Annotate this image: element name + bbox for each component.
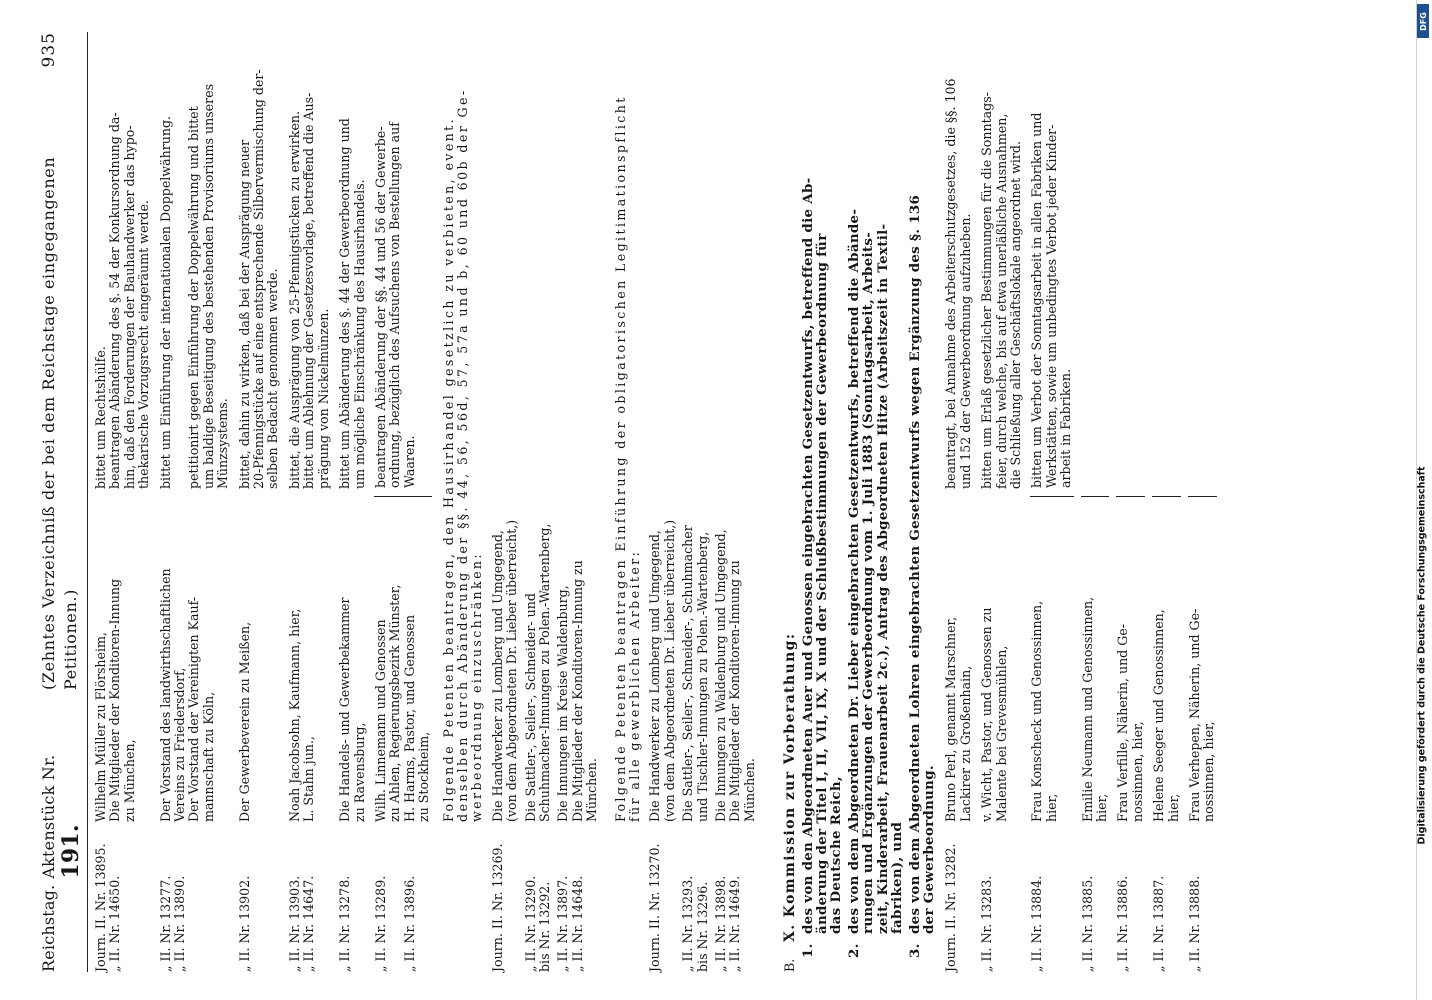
petitioner <box>491 497 520 822</box>
petitioner-line: Die Handwerker zu Lomberg und Umgegend, <box>489 530 505 822</box>
request-line: und 152 der Gewerbeordnung aufzuheben. <box>957 213 973 489</box>
request-line: bittet um Einführung der internationalen Doppelwährung. <box>157 115 173 489</box>
journal-number: „ II. Nr. 13283. <box>979 875 995 972</box>
petitioner-line: Frau Verhepen, Näherin, und Ge- <box>1187 608 1202 822</box>
request-line: feier, durch welche, bis auf etwa unerläßliche Ausnahmen, <box>993 113 1009 489</box>
journal-ref <box>1152 822 1181 972</box>
journal-ref <box>714 822 757 972</box>
petitioner-line: nossinnen, hier, <box>1201 721 1217 822</box>
request-line: Waaren. <box>401 435 417 488</box>
note-line: werbeordnung einzuschränken: <box>469 551 485 822</box>
petitioner-line: hier, <box>1093 793 1109 822</box>
request-line: Werkstätten, sowie um unbedingtes Verbot jeder Kinder- <box>1043 124 1059 488</box>
petition-note-1 <box>442 32 485 822</box>
petitioner <box>1081 497 1110 822</box>
journal-ref <box>94 822 152 972</box>
petitioner-block-2 <box>648 32 761 972</box>
petitioner <box>159 497 231 822</box>
journal-number: „ II. Nr. 14648. <box>569 875 585 972</box>
journal-number: „ II. Nr. 13888. <box>1187 875 1202 972</box>
petition-request <box>1030 32 1073 497</box>
request-line: bittet um Ablehnung der Gesetzesvorlage, betreffend die Aus- <box>301 92 317 489</box>
journal-number: „ II. Nr. 14649. <box>727 875 743 972</box>
item-line: fabriken), und <box>889 821 906 934</box>
petitioner-line: L. Stahn jun., <box>301 736 317 822</box>
journal-number: „ II. Nr. 13887. <box>1151 875 1167 972</box>
journal-ref <box>681 822 710 972</box>
petition-entry <box>374 32 432 972</box>
petitioner-block-1 <box>491 32 604 972</box>
petitioner <box>1188 497 1217 822</box>
petitioner-line: Der Vorstand der Vereinigten Kauf- <box>186 596 202 822</box>
petitioner-row <box>556 32 599 972</box>
petitioner-line: H. Harms, Pastor, und Genossen <box>401 614 417 822</box>
petitioner <box>374 497 432 822</box>
petitioner-line: Frau Konscheck und Genossinnen, <box>1029 600 1045 822</box>
request-line: die Schließung aller Geschäftslokale angeordnet wird. <box>1007 141 1023 489</box>
journal-number: „ II. Nr. 14647. <box>301 875 317 972</box>
header-aktenstueck: Aktenstück Nr. 191. <box>39 754 84 879</box>
journal-ref <box>288 822 331 972</box>
petition-request <box>944 32 973 497</box>
journal-number: „ II. Nr. 13884. <box>1029 875 1045 972</box>
petition-entry <box>94 32 152 972</box>
petitioner-line: zu Stockheim, <box>416 731 432 822</box>
petitioner-line: Die Innungen im Kreise Waldenburg, <box>555 585 571 822</box>
journal-number: Journ. II. Nr. 13895. <box>93 843 108 972</box>
journal-number: „ II. Nr. 13903. <box>286 875 302 972</box>
rotated-page <box>38 32 1383 972</box>
petitioner-line: Die Innungen zu Waldenburg und Umgegend, <box>713 529 729 822</box>
petitioner-line: v. Wicht, Pastor, und Genossen zu <box>979 607 995 822</box>
spacer <box>600 32 604 972</box>
petition-request <box>1081 32 1110 497</box>
petitioner <box>524 497 553 822</box>
journal-ref <box>1188 822 1217 972</box>
petitioner-line: Lackirer zu Großenhain, <box>957 665 973 822</box>
journal-number: „ II. Nr. 13277. <box>157 875 173 972</box>
petition-entry <box>288 32 331 972</box>
petitioner-line: zu München, <box>121 739 137 822</box>
petition-entry <box>944 32 973 972</box>
petition-request <box>1152 32 1181 497</box>
petitioner-line: Wilhelm Müller zu Flörsheim, <box>93 632 108 822</box>
request-line: Münzsystems. <box>215 398 231 489</box>
item-text <box>908 195 937 934</box>
journal-number: „ II. Nr. 13896. <box>401 875 417 972</box>
petitioner <box>714 497 757 822</box>
journal-ref <box>556 822 599 972</box>
journal-ref <box>1081 822 1110 972</box>
petition-list-1 <box>94 32 432 972</box>
petitioner <box>288 497 331 822</box>
petition-entry <box>159 32 231 972</box>
request-line: bittet, dahin zu wirken, daß bei der Ausprägung neuer <box>236 139 252 489</box>
journal-number: „ II. Nr. 13290. <box>522 875 538 972</box>
request-line: selben Bedacht genommen werde. <box>265 268 281 489</box>
journal-ref <box>491 822 520 972</box>
item-line: des von den Abgeordneten Auer und Genossen eingebrachten Gesetzentwurfs, betreffend die Ab- <box>799 177 816 934</box>
petitioner-line: Die Handwerker zu Lomberg und Umgegend, <box>647 530 663 822</box>
note-line: Folgende Petenten beantragen Einführung der obligatorischen Legitimationspflicht <box>612 95 628 822</box>
petition-request <box>1188 32 1217 497</box>
petitioner-line: Die Sattler-, Seiler-, Schneider- und Schuhmacher-Innungen zu Polen.-Wartenberg, <box>522 523 552 822</box>
journal-ref <box>159 822 231 972</box>
item-line: rungen und Ergänzungen der Gewerbeordnung vom 1. Juli 1883 (Sonntagsarbeit, Arbeits- <box>860 231 877 934</box>
petitioner-line: mannschaft zu Köln, <box>200 691 216 822</box>
journal-number <box>388 822 402 972</box>
journal-number: Journ. II. Nr. 13270. <box>647 843 663 972</box>
section-b-item <box>847 32 905 972</box>
petitioner-line: Helene Seeger und Genossinnen, <box>1151 609 1167 822</box>
request-line: bittet, die Ausprägung von 25-Pfennigstücken zu erwirken. <box>286 110 302 489</box>
petitioner-line: Die Sattler-, Seiler-, Schneider-, Schuhmacher und Tischler-Innungen zu Polen.-Wartenberg, <box>680 525 710 822</box>
petition-request <box>159 32 231 497</box>
petition-note-2 <box>614 32 643 822</box>
petitioner-line: (von dem Abgeordneten Dr. Lieber überreicht,) <box>504 519 520 822</box>
journal-number: bis Nr. 13292. <box>536 881 552 972</box>
petition-entry <box>338 32 367 972</box>
journal-ref <box>1116 822 1145 972</box>
petitioner-line: zu Ravensburg, <box>351 722 367 822</box>
journal-ref <box>238 822 281 972</box>
petition-request <box>338 32 367 497</box>
petitioner <box>944 497 973 822</box>
request-line: hin, daß den Forderungen der Bauhandwerker das hypo- <box>121 125 137 489</box>
petition-entry <box>238 32 281 972</box>
request-line: thekarische Vorzugsrecht eingeräumt werde. <box>136 200 152 489</box>
journal-number: „ II. Nr. 13289. <box>372 875 388 972</box>
petitioner-row <box>681 32 710 972</box>
journal-ref <box>944 822 973 972</box>
petitioner-row <box>491 32 520 972</box>
petitioner <box>556 497 599 822</box>
item-line: änderung der Titel I, II, VII, IX, X und der Schlußbestimmungen der Gewerbeordnung für <box>814 233 831 934</box>
petition-request <box>94 32 152 497</box>
request-line: beantragen Abänderung der §§. 44 und 56 der Gewerbe- <box>372 126 388 488</box>
request-line: um baldige Beseitigung des bestehenden Provisoriums unseres <box>200 83 216 489</box>
petitioner-row <box>714 32 757 972</box>
request-line: ordnung, bezüglich des Aufsuchens von Bestellungen auf <box>387 122 403 488</box>
header-left: Reichstag. <box>39 884 58 972</box>
request-line: petitionirt gegen Einführung der Doppelwährung und bittet <box>186 106 202 489</box>
petition-request <box>288 32 331 497</box>
item-number: 3. <box>906 943 923 958</box>
request-line: arbeit in Fabriken. <box>1058 369 1074 488</box>
item-text <box>801 178 844 934</box>
section-b-items <box>801 32 937 972</box>
item-line: der Gewerbeordnung. <box>920 765 937 934</box>
item-line: des von dem Abgeordneten Lohren eingebrachten Gesetzentwurfs wegen Ergänzung des §. 136 <box>906 194 923 934</box>
petitioner <box>980 497 1023 822</box>
petitioner-line: Vereins zu Friedersdorf, <box>172 667 188 822</box>
petition-request <box>238 32 281 497</box>
petition-request <box>1116 32 1145 497</box>
journal-ref <box>524 822 553 972</box>
item-line: das Deutsche Reich, <box>828 776 845 934</box>
petition-entry <box>1116 32 1145 972</box>
request-line: prägung von Nickelmünzen. <box>315 308 331 489</box>
request-line: bitten um Erlaß gesetzlicher Bestimmungen für die Sonntags- <box>979 92 995 489</box>
petitioner-line: hier, <box>1165 793 1181 822</box>
journal-number: „ II. Nr. 13278. <box>337 875 353 972</box>
request-line: beantragen Abänderung des §. 54 der Konkursordnung da- <box>107 112 123 489</box>
item-line: zeit, Kinderarbeit, Frauenarbeit 2c.), Antrag des Abgeordneten Hitze (Arbeitszeit in Textil- <box>874 223 891 934</box>
petition-entry <box>1081 32 1110 972</box>
petitioner-line: Die Mitglieder der Konditoren-Innung zu München. <box>569 560 600 822</box>
petitioner-line: nossinnen, hier, <box>1129 721 1145 822</box>
petitioner-line: Emilie Neumann und Genossinnen, <box>1079 596 1095 822</box>
note-line: denselben durch Abänderung der §§. 44, 56, 56d, 57, 57a und b, 60 und 60b der Ge- <box>454 88 470 822</box>
section-b <box>783 32 936 972</box>
petitioner <box>1030 497 1073 822</box>
header-number: 191. <box>58 824 84 879</box>
request-line <box>173 32 187 489</box>
journal-ref <box>648 822 677 972</box>
dfg-logo: DFG <box>1417 4 1429 38</box>
request-line: bittet um Rechtshülfe. <box>93 346 108 489</box>
petitioner-line: Die Handels- und Gewerbekammer <box>337 597 353 822</box>
request-line: um mögliche Einschränkung des Hausirhandels. <box>351 179 367 489</box>
petitioner-row <box>648 32 677 972</box>
journal-ref <box>1030 822 1073 972</box>
request-line: bittet um Abänderung des §. 44 der Gewerbeordnung und <box>337 118 353 489</box>
request-line: 20-Pfennigstücke auf eine entsprechende Silbervermischung der- <box>251 69 267 489</box>
petitioner-line: Malente bei Grevesmühlen, <box>993 645 1009 822</box>
petition-list-2 <box>944 32 1217 972</box>
petitioner-line: (von dem Abgeordneten Dr. Lieber überreicht,) <box>661 519 677 822</box>
petitioner <box>1152 497 1181 822</box>
digitization-note: Digitalisierung gefördert durch die Deutsche Forschungsgemeinschaft <box>1416 466 1428 844</box>
petitioner <box>94 497 152 822</box>
section-b-heading: X. Kommission zur Vorberathung: <box>782 632 799 942</box>
page-number: 935 <box>39 32 59 68</box>
petitioner-row <box>524 32 553 972</box>
petitioner-line: Frau Verfille, Näherin, und Ge- <box>1115 623 1131 822</box>
journal-number: „ II. Nr. 13886. <box>1115 875 1131 972</box>
petitioner-line: Die Mitglieder der Konditoren-Innung zu München. <box>727 560 757 822</box>
journal-ref <box>374 822 432 972</box>
item-number: 1. <box>799 943 816 958</box>
petitioner-line: Die Mitglieder der Konditoren-Innung <box>107 578 123 822</box>
spacer <box>757 32 761 972</box>
petition-request <box>374 32 432 497</box>
journal-number: „ II. Nr. 13885. <box>1079 875 1095 972</box>
journal-number: „ II. Nr. 13897. <box>555 875 571 972</box>
item-text <box>847 209 905 934</box>
request-line: beantragt, bei Annahme des Arbeiterschutzgesetzes, die §§. 106 <box>943 78 959 489</box>
petition-entry <box>1030 32 1073 972</box>
header-title: (Zehntes Verzeichniß der bei dem Reichstage eingegangenen Petitionen.) <box>39 156 80 690</box>
petitioner-line: Noah Jacobsohn, Kaufmann, hier, <box>286 608 302 822</box>
petitioner-line: Wilh. Linnemann und Genossen <box>372 619 388 822</box>
journal-number: „ II. Nr. 13890. <box>172 875 188 972</box>
section-b-title <box>783 32 797 972</box>
page-header <box>38 32 88 972</box>
note-line: Folgende Petenten beantragen, den Hausirhandel gesetzlich zu verbieten, event. <box>440 116 456 822</box>
petitioner <box>1116 497 1145 822</box>
item-number: 2. <box>845 943 862 958</box>
journal-number: Journ. II. Nr. 13282. <box>943 843 959 972</box>
journal-ref <box>980 822 1023 972</box>
petitioner <box>238 497 281 822</box>
petition-request <box>980 32 1023 497</box>
petition-entry <box>1188 32 1217 972</box>
petitioner <box>681 497 710 822</box>
petitioner-line: Der Vorstand des landwirthschaftlichen <box>157 568 173 822</box>
section-b-item <box>908 32 937 972</box>
petitioner-line: Der Gewerbeverein zu Meißen, <box>236 621 252 822</box>
petitioner-line: hier, <box>1043 793 1059 822</box>
note-line: für alle gewerblichen Arbeiter: <box>627 549 642 822</box>
journal-number: „ II. Nr. 13898. <box>713 875 729 972</box>
journal-number: „ II. Nr. 14650. <box>107 875 123 972</box>
section-b-label: B. <box>782 958 798 972</box>
petitioner-line: Bruno Perl, genannt Marschner, <box>943 616 959 822</box>
petitioner <box>338 497 367 822</box>
item-line: des von dem Abgeordneten Dr. Lieber eingebrachten Gesetzentwurfs, betreffend die Abände- <box>845 208 862 934</box>
request-line: bitten um Verbot der Sonntagsarbeit in allen Fabriken und <box>1029 112 1045 488</box>
journal-ref <box>338 822 367 972</box>
journal-number: „ II. Nr. 13902. <box>236 875 252 972</box>
petitioner-line: zu Ahlen, Regierungsbezirk Münster, <box>387 584 403 822</box>
petition-entry <box>1152 32 1181 972</box>
journal-number: „ II. Nr. 13293. <box>680 875 696 972</box>
petitioner <box>648 497 677 822</box>
journal-number: Journ. II. Nr. 13269. <box>489 843 505 972</box>
journal-number: bis Nr. 13296. <box>694 881 710 972</box>
petition-entry <box>980 32 1023 972</box>
section-b-item <box>801 32 844 972</box>
